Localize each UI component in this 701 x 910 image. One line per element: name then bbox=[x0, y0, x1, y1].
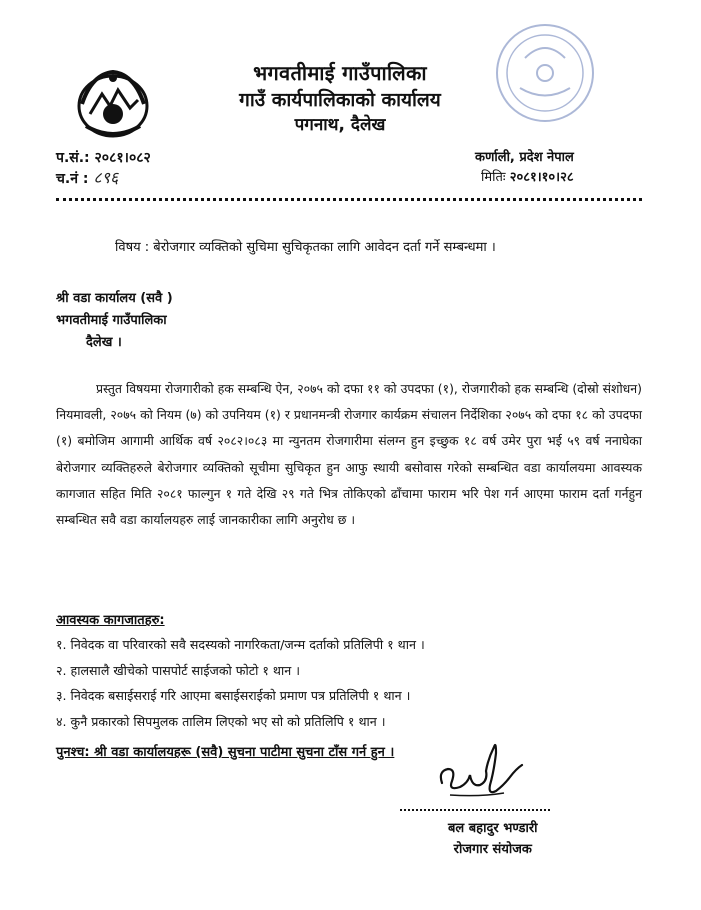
addressee-line2: भगवतीमाई गाउँपालिका bbox=[56, 313, 167, 328]
nepal-emblem-icon bbox=[72, 64, 154, 142]
list-item: ४. कुनै प्रकारको सिपमुलक तालिम लिएको भए सो को प्रतिलिपि १ थान । bbox=[56, 713, 386, 729]
ref-value: २०८१।०८२ bbox=[94, 150, 151, 166]
dispatch-number bbox=[56, 168, 151, 189]
header-divider bbox=[56, 198, 642, 201]
signatory-block bbox=[448, 818, 538, 860]
signature-icon bbox=[430, 735, 540, 810]
reference-block bbox=[56, 148, 151, 189]
letterhead bbox=[190, 60, 490, 137]
list-item: ३. निवेदक बसाईसराई गरि आएमा बसाईसराईको प्रमाण पत्र प्रतिलिपी १ थान । bbox=[56, 688, 411, 703]
office-name: गाउँ कार्यपालिकाको कार्यालय bbox=[239, 89, 441, 111]
signatory-designation: रोजगार संयोजक bbox=[453, 842, 532, 857]
date-label: मितिः bbox=[481, 170, 506, 185]
documents-list bbox=[56, 632, 425, 734]
signatory-name: बल बहादुर भण्डारी bbox=[448, 821, 538, 836]
signature-line bbox=[400, 809, 550, 811]
letter-date bbox=[481, 168, 582, 188]
office-location: पगनाथ, दैलेख bbox=[294, 115, 386, 135]
body-paragraph: प्रस्तुत विषयमा रोजगारीको हक सम्बन्धि ऐन, २०७५ को दफा ११ को उपदफा (१), रोजगारीको हक सम्बन्धि (दोस्रो संशोधन) नियमावली, २०७५ को नियम (७) को उपनियम (१) र प्रधानमन्त्री रोजगार कार्यक्रम संचालन निर्देशिका २०७५ को दफा १८ को उपदफा (१) बमोजिम आगामी आर्थिक वर्ष २०८२।०८३ मा न्युनतम रोजगारीमा संलग्न हुन इच्छुक १८ वर्ष उमेर पुरा भई ५९ वर्ष ननाघेका बेरोजगार व्यक्तिहरुले बेरोजगार व्यक्तिको सूचीमा सुचिकृत हुन आफु स्थायी बसोवास गरेको सम्बन्धित वडा कार्यालयमा आवस्यक कागजात सहित मिति २०८१ फाल्गुन १ गते देखि २९ गते भित्र तोकिएको ढाँचामा फाराम भरि पेश गर्न आएमा फाराम दर्ता गर्नहुन सम्बन्धित सवै वडा कार्यालयहरु लाई जानकारीका लागि अनुरोध छ । bbox=[56, 381, 642, 528]
list-item: २. हालसालै खीचेको पासपोर्ट साईजको फोटो १ थान । bbox=[56, 662, 301, 678]
postscript: पुनश्च: श्री वडा कार्यालयहरू (सवै) सुचना पाटीमा सुचना टाँस गर्न हुन । bbox=[56, 745, 395, 760]
addressee-block bbox=[56, 288, 173, 354]
documents-title: आवस्यक कागजातहरु: bbox=[56, 613, 165, 628]
office-stamp-icon bbox=[490, 18, 600, 128]
list-item: १. निवेदक वा परिवारको सवै सदस्यको नागरिकता/जन्म दर्ताको प्रतिलिपी १ थान । bbox=[56, 637, 425, 652]
date-block bbox=[475, 148, 582, 188]
ref-label: प.सं.: bbox=[56, 150, 90, 166]
date-value: २०८१।१०।२८ bbox=[509, 170, 574, 185]
addressee-line3: दैलेख । bbox=[86, 335, 122, 350]
subject-line: विषय : बेरोजगार व्यक्तिको सुचिमा सुचिकृतका लागि आवेदन दर्ता गर्ने सम्बन्धमा । bbox=[115, 240, 496, 255]
org-name: भगवतीमाई गाउँपालिका bbox=[253, 61, 427, 85]
dispatch-label: च.नं : bbox=[56, 171, 89, 187]
ref-number bbox=[56, 148, 151, 168]
dispatch-value: ८९६ bbox=[93, 168, 119, 187]
addressee-line1: श्री वडा कार्यालय (सवै ) bbox=[56, 291, 173, 306]
province-name: कर्णाली, प्रदेश नेपाल bbox=[475, 150, 574, 165]
